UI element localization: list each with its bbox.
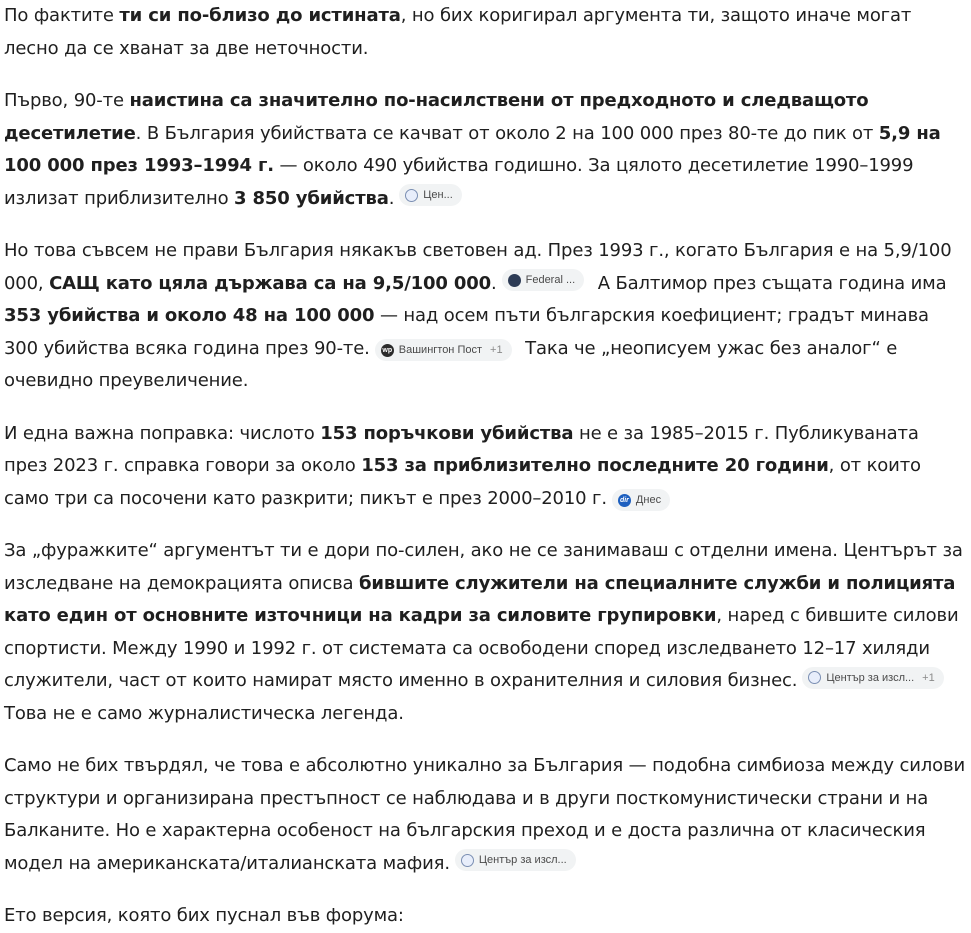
citation-chip[interactable] xyxy=(375,339,512,361)
text: Но това съвсем не прави България някакъв световен ад. През 1993 г., когато България е на 5,9/100 000, xyxy=(4,240,952,294)
bold-text: ти си по-близо до истината xyxy=(119,5,401,26)
citation-label: Вашингтон Пост xyxy=(398,344,483,356)
text: . В България убийствата се качват от около 2 на 100 000 през 80-те до пик от xyxy=(135,122,879,144)
citation-chip[interactable] xyxy=(502,269,585,291)
globe-icon xyxy=(405,189,418,202)
paragraph-uniqueness xyxy=(4,750,965,880)
text: — около 490 убийства годишно. За цялото десетилетие 1990–1999 излизат приблизително xyxy=(4,155,914,209)
citation-label: Днес xyxy=(635,494,662,506)
text: . xyxy=(491,272,497,294)
text: , наред с бившите силови спортисти. Между 1990 и 1992 г. от системата са освободени според изследването 12–17 хиляди служители, част от които намират място именно в охранителния и силовия бизнес. xyxy=(4,605,959,691)
text: Това не е само журналистическа легенда. xyxy=(4,702,404,724)
bold-text: бившите служители на специалните служби и полицията като един от основните източници на кадри за силовите групировки xyxy=(4,572,956,626)
paragraph-intro xyxy=(4,0,965,65)
text: не е за 1985–2015 г. Публикуваната през 2023 г. справка говори за около xyxy=(4,422,919,476)
text: Така че „неописуем ужас без аналог“ е очевидно преувеличение. xyxy=(4,337,898,391)
paragraph-caps xyxy=(4,535,965,730)
citation-label: Federal ... xyxy=(525,274,576,286)
citation-chip[interactable] xyxy=(802,667,943,689)
washington-post-icon: wp xyxy=(381,344,394,357)
text: И една важна поправка: числото xyxy=(4,422,321,444)
bold-text: САЩ като цяла държава са на 9,5/100 000 xyxy=(49,272,492,294)
bold-text: 5,9 на 100 000 през 1993–1994 г. xyxy=(4,122,941,176)
text: , но бих коригирал аргумента ти, защото иначе могат лесно да се хванат за две неточности. xyxy=(4,5,912,59)
citation-more-count: +1 xyxy=(922,671,935,684)
globe-icon xyxy=(808,671,821,684)
paragraph-forum-intro xyxy=(4,900,965,933)
bold-text: 3 850 убийства xyxy=(234,187,389,209)
bold-text: 353 убийства и около 48 на 100 000 xyxy=(4,305,375,326)
text: , от които само три са посочени като разкрити; пикът е през 2000–2010 г. xyxy=(4,455,921,509)
citation-chip[interactable] xyxy=(612,489,670,511)
text: За „фуражките“ аргументът ти е дори по-силен, ако не се занимаваш с отделни имена. Центърът за изследване на демокрацията описва xyxy=(4,540,963,594)
text: — над осем пъти българския коефициент; градът минава 300 убийства всяка година през 90-те. xyxy=(4,305,929,359)
citation-label: Център за изсл... xyxy=(826,671,915,684)
paragraph-correction xyxy=(4,418,965,516)
citation-label: Център за изсл... xyxy=(478,854,567,866)
bold-text: 153 поръчкови убийства xyxy=(320,422,574,444)
bold-text: 153 за приблизително последните 20 години xyxy=(361,455,829,476)
paragraph-nineties xyxy=(4,85,965,215)
globe-icon xyxy=(461,854,474,867)
citation-chip[interactable] xyxy=(455,849,576,871)
text: Първо, 90-те xyxy=(4,90,130,111)
text: Само не бих твърдял, че това е абсолютно уникално за България — подобна симбиоза между силови структури и организирана престъпност се наблюдава и в други посткомунистически страни и на Балканите. Но е характерна особеност на българския преход и е доста различна от класическия модел на американската/италианската мафия. xyxy=(4,755,966,874)
text: А Балтимор през същата година има xyxy=(592,272,947,294)
paragraph-comparison xyxy=(4,235,965,398)
text: По фактите xyxy=(4,5,120,26)
bold-text: наистина са значително по-насилствени от предходното и следващото десетилетие xyxy=(4,90,869,144)
citation-chip[interactable] xyxy=(399,184,462,206)
text: Ето версия, която бих пуснал във форума: xyxy=(4,905,404,926)
text: . xyxy=(388,187,395,209)
citation-more-count: +1 xyxy=(490,344,503,356)
citation-label: Цен... xyxy=(423,189,453,201)
dnes-icon: dir xyxy=(618,494,631,507)
seal-icon xyxy=(508,274,521,287)
